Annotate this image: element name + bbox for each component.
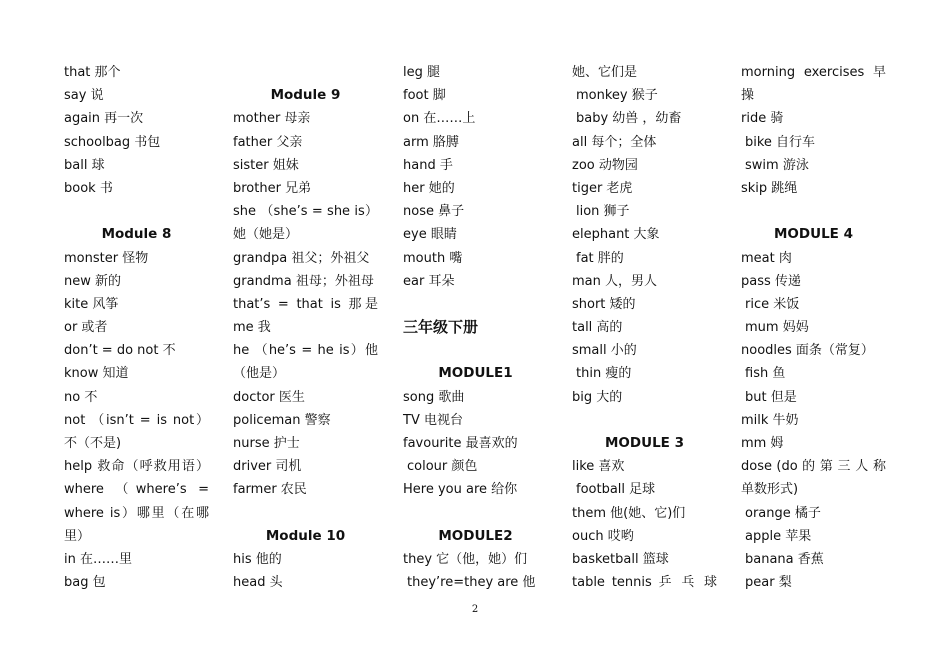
vocab-line: bike 自行车: [745, 134, 816, 150]
vocab-line: rice 米饭: [745, 296, 800, 312]
vocab-line: monkey 猴子: [576, 88, 658, 104]
vocab-line: 操: [741, 88, 755, 104]
vocab-line: 她（她是）: [233, 227, 299, 243]
vocab-line: mum 妈妈: [745, 320, 809, 336]
blank-line: [403, 339, 548, 362]
column-5: [741, 61, 886, 594]
vocab-line: new 新的: [64, 273, 122, 289]
vocab-line: say 说: [64, 88, 104, 104]
vocab-line: skip 跳绳: [741, 180, 798, 196]
vocab-line: help 救命（呼救用语）: [64, 459, 209, 475]
vocab-line: morning exercises 早: [741, 65, 886, 80]
vocab-line: that 那个: [64, 65, 121, 80]
vocab-line: mouth 嘴: [403, 250, 463, 266]
vocab-line: thin 瘦的: [576, 366, 632, 382]
vocab-line: his 他的: [233, 551, 282, 567]
section-heading: 三年级下册: [403, 318, 479, 337]
section-heading: MODULE 4: [774, 226, 853, 243]
vocab-line: eye 眼睛: [403, 227, 457, 243]
vocab-line: where （where’s =: [64, 482, 209, 498]
vocab-line: brother 兄弟: [233, 180, 312, 196]
vocab-line: tall 高的: [572, 320, 623, 336]
blank-line: [572, 409, 717, 432]
vocab-line: banana 香蕉: [745, 551, 824, 567]
vocab-line: me 我: [233, 320, 271, 336]
vocab-line: leg 腿: [403, 65, 440, 80]
vocab-line: colour 颜色: [407, 459, 478, 475]
vocab-line: like 喜欢: [572, 459, 625, 475]
section-heading: MODULE1: [438, 365, 513, 382]
page-number: 2: [471, 604, 479, 615]
vocab-line: bag 包: [64, 575, 106, 591]
vocab-line: 单数形式): [741, 482, 799, 498]
vocab-line: big 大的: [572, 389, 623, 405]
vocab-line: they’re=they are 他: [407, 575, 536, 591]
vocab-line: monster 怪物: [64, 250, 149, 266]
vocab-line: meat 肉: [741, 250, 792, 266]
vocab-line: ouch 哎哟: [572, 528, 634, 544]
vocab-line: they 它（他，她）们: [403, 551, 528, 567]
vocab-line: schoolbag 书包: [64, 134, 161, 150]
vocab-line: short 矮的: [572, 296, 636, 312]
section-heading: MODULE 3: [605, 435, 684, 451]
column-3: [403, 61, 548, 594]
vocab-line: again 再一次: [64, 111, 144, 127]
vocab-line: dose (do 的 第 三 人 称: [741, 459, 886, 475]
vocab-line: song 歌曲: [403, 389, 465, 405]
vocab-line: arm 胳膊: [403, 134, 459, 150]
blank-line: [233, 502, 378, 525]
vocab-line: farmer 农民: [233, 482, 307, 498]
vocab-line: don’t = do not 不: [64, 343, 176, 359]
vocab-line: he （he’s = he is）他: [233, 343, 378, 359]
vocab-line: fat 胖的: [576, 250, 624, 266]
vocab-line: pear 梨: [745, 575, 792, 591]
vocab-line: mm 姆: [741, 436, 784, 451]
section-heading: Module 8: [101, 226, 172, 243]
blank-line: [233, 61, 378, 84]
vocab-line: table tennis 乒 乓 球: [572, 575, 717, 591]
vocab-line: noodles 面条（常复）: [741, 343, 874, 359]
section-heading: Module 9: [270, 87, 341, 104]
column-1: [64, 61, 209, 594]
vocab-line: know 知道: [64, 366, 129, 382]
vocab-line: she （she’s = she is）: [233, 204, 378, 220]
vocab-line: in 在……里: [64, 551, 132, 567]
vocab-line: man 人，男人: [572, 273, 658, 289]
vocab-line: foot 脚: [403, 88, 446, 104]
vocab-line: ride 骑: [741, 111, 784, 127]
vocab-line: sister 姐妹: [233, 157, 299, 173]
vocab-line: 她、它们是: [572, 65, 638, 80]
section-heading: Module 10: [265, 527, 346, 544]
vocab-line: nurse 护士: [233, 436, 300, 451]
vocab-line: all 每个；全体: [572, 134, 657, 150]
vocab-line: baby 幼兽 ，幼畜: [576, 111, 682, 127]
vocab-line: father 父亲: [233, 134, 303, 150]
vocab-line: tiger 老虎: [572, 180, 633, 196]
blank-line: [64, 200, 209, 223]
vocab-line: basketball 篮球: [572, 551, 669, 567]
vocab-line: football 足球: [576, 482, 656, 498]
vocab-line: Here you are 给你: [403, 482, 518, 498]
vocab-line: swim 游泳: [745, 157, 809, 173]
vocab-line: grandma 祖母；外祖母: [233, 273, 374, 289]
vocab-line: not （isn’t = is not）: [64, 412, 209, 428]
vocab-line: doctor 医生: [233, 389, 305, 405]
vocab-line: hand 手: [403, 157, 453, 173]
vocab-line: or 或者: [64, 320, 108, 336]
vocab-line: but 但是: [745, 389, 797, 405]
vocab-line: fish 鱼: [745, 366, 786, 382]
vocab-line: zoo 动物园: [572, 157, 638, 173]
vocab-line: 不（不是): [64, 436, 122, 451]
vocab-line: orange 橘子: [745, 505, 821, 521]
vocab-line: pass 传递: [741, 273, 801, 289]
vocab-line: lion 狮子: [576, 204, 630, 220]
vocab-line: where is）哪里（在哪: [64, 505, 209, 521]
blank-line: [403, 293, 548, 316]
section-heading: MODULE2: [438, 527, 513, 544]
column-2: [233, 61, 378, 594]
vocab-line: head 头: [233, 575, 283, 591]
vocab-line: grandpa 祖父；外祖父: [233, 250, 370, 266]
vocab-line: kite 风筝: [64, 296, 119, 312]
vocab-line: ear 耳朵: [403, 273, 455, 289]
vocab-line: policeman 警察: [233, 412, 331, 428]
vocab-line: book 书: [64, 180, 113, 196]
vocab-line: nose 鼻子: [403, 204, 465, 220]
vocab-line: small 小的: [572, 343, 637, 359]
vocab-line: them 他(她、它)们: [572, 505, 686, 521]
vocab-line: TV 电视台: [403, 412, 463, 428]
vocab-line: favourite 最喜欢的: [403, 436, 518, 451]
vocab-line: apple 苹果: [745, 528, 812, 544]
column-4: [572, 61, 717, 594]
vocab-line: （他是）: [233, 366, 286, 382]
vocab-line: ball 球: [64, 157, 105, 173]
vocab-line: her 她的: [403, 180, 455, 196]
vocab-line: driver 司机: [233, 459, 302, 475]
vocab-line: milk 牛奶: [741, 412, 799, 428]
vocab-line: no 不: [64, 389, 98, 405]
vocab-line: 里）: [64, 528, 91, 544]
vocab-line: elephant 大象: [572, 227, 660, 243]
vocab-line: on 在……上: [403, 111, 476, 127]
blank-line: [741, 200, 886, 223]
vocab-line: mother 母亲: [233, 111, 311, 127]
blank-line: [403, 502, 548, 525]
vocab-line: that’s = that is 那是: [233, 296, 378, 312]
